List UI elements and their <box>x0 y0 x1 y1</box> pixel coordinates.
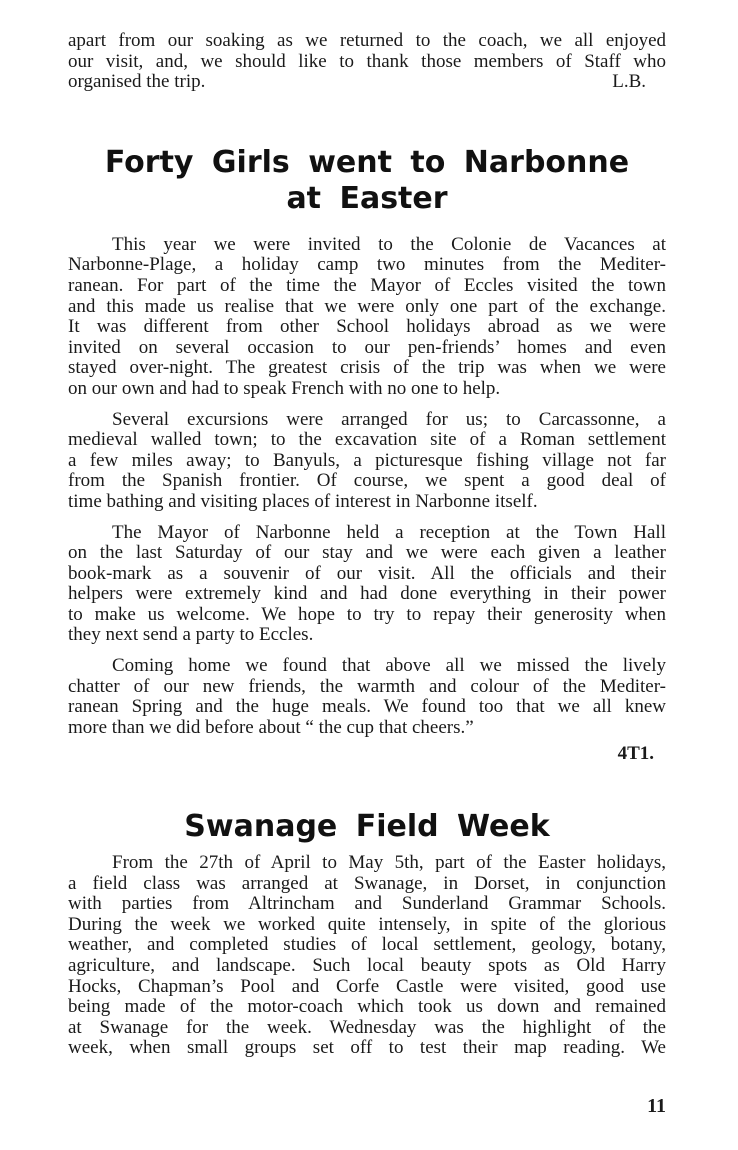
text-line: It was different from other School holidays abroad as we were <box>68 316 666 338</box>
text-line: Coming home we found that above all we missed the lively <box>112 655 666 677</box>
paragraph <box>68 853 666 1059</box>
text-line: time bathing and visiting places of interest in Narbonne itself. <box>68 490 538 512</box>
text-line: This year we were invited to the Colonie de Vacances at <box>112 233 666 255</box>
text-line: they next send a party to Eccles. <box>68 624 314 646</box>
text-line: During the week we worked quite intensely, in spite of the glorious <box>68 913 666 935</box>
paragraph <box>68 523 666 647</box>
text-line: Hocks, Chapman’s Pool and Corfe Castle were visited, good use <box>68 975 666 997</box>
text-line: weather, and completed studies of local settlement, geology, botany, <box>68 934 666 956</box>
paragraph <box>68 235 666 400</box>
text-line: helpers were extremely kind and had done everything in their power <box>68 583 666 605</box>
title-line: at Easter <box>286 180 448 216</box>
text-line: medieval walled town; to the excavation site of a Roman settlement <box>68 429 666 451</box>
text-line: agriculture, and landscape. Such local beauty spots as Old Harry <box>68 955 666 976</box>
article-title-swanage: Swanage Field Week <box>184 809 550 845</box>
page-number: 11 <box>647 1095 666 1117</box>
text-line: on our own and had to speak French with no one to help. <box>68 377 501 399</box>
paragraph <box>68 410 666 513</box>
text-line: with parties from Altrincham and Sunderland Grammar Schools. <box>68 893 666 915</box>
text-line: a few miles away; to Banyuls, a picturesque fishing village not far <box>68 449 666 471</box>
text-line: and this made us realise that we were only one part of the exchange. <box>68 295 666 317</box>
article-body-narbonne <box>68 235 666 765</box>
text-line: The Mayor of Narbonne held a reception at the Town Hall <box>112 521 666 543</box>
text-line: more than we did before about “ the cup that cheers.” <box>68 716 474 738</box>
text-line: our visit, and, we should like to thank those members of Staff who <box>68 50 666 72</box>
previous-article-ending <box>68 31 666 93</box>
text-line: Narbonne-Plage, a holiday camp two minutes from the Mediter- <box>68 254 666 276</box>
article-title-narbonne <box>68 145 666 217</box>
text-line: organised the trip. <box>68 71 206 93</box>
text-line: ranean Spring and the huge meals. We found too that we all knew <box>68 696 666 718</box>
title-line: Forty Girls went to Narbonne <box>104 144 630 180</box>
article-body-swanage <box>68 853 666 1059</box>
text-line: stayed over-night. The greatest crisis of the trip was when we were <box>68 357 666 379</box>
text-line: week, when small groups set off to test their map reading. We <box>68 1037 666 1059</box>
author-signature: L.B. <box>612 71 646 93</box>
paragraph <box>68 656 666 738</box>
text-line: at Swanage for the week. Wednesday was the highlight of the <box>68 1016 666 1038</box>
author-signature: 4T1. <box>617 743 654 765</box>
text-line: chatter of our new friends, the warmth and colour of the Mediter- <box>68 675 666 697</box>
text-line: From the 27th of April to May 5th, part of the Easter holidays, <box>112 852 666 874</box>
text-line: apart from our soaking as we returned to the coach, we all enjoyed <box>68 30 666 51</box>
text-line: Several excursions were arranged for us; to Carcassonne, a <box>112 408 666 430</box>
page-content <box>68 31 666 1059</box>
text-line: being made of the motor-coach which took us down and remained <box>68 996 666 1018</box>
text-line: a field class was arranged at Swanage, in Dorset, in conjunction <box>68 872 666 894</box>
text-line: ranean. For part of the time the Mayor of Eccles visited the town <box>68 274 666 296</box>
closing-line <box>68 72 666 93</box>
text-line: to make us welcome. We hope to try to repay their generosity when <box>68 603 666 625</box>
text-line: on the last Saturday of our stay and we were each given a leather <box>68 542 666 564</box>
text-line: book-mark as a souvenir of our visit. All the officials and their <box>68 562 666 584</box>
text-line: from the Spanish frontier. Of course, we spent a good deal of <box>68 470 666 492</box>
text-line: invited on several occasion to our pen-friends’ homes and even <box>68 336 666 358</box>
